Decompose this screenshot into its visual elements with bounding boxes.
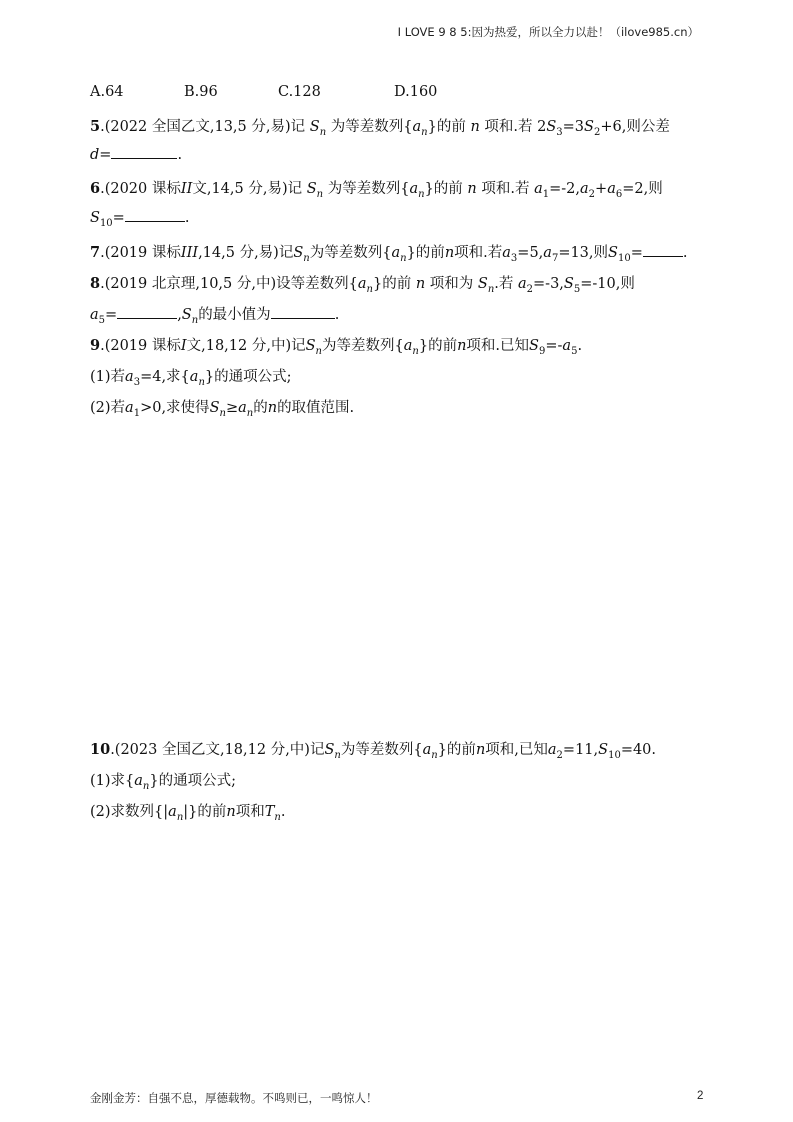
math-subscript: n — [366, 283, 373, 295]
question-6-line2: $S_{10}=$ . — [90, 210, 190, 229]
option-d: D.160 — [394, 84, 438, 100]
math-subscript: n — [400, 252, 407, 264]
question-text: . — [682, 245, 688, 261]
question-text: =-10,则 — [580, 276, 635, 292]
math-subscript: 6 — [615, 188, 623, 200]
question-8 — [90, 272, 635, 295]
question-text: =2,则 — [622, 181, 663, 197]
math-symbol: n — [415, 276, 426, 292]
footer-motto: 金刚金芳：自强不息，厚德载物。不鸣则已，一鸣惊人！ — [90, 1091, 378, 1105]
math-subscript: 9 — [538, 345, 546, 357]
math-symbol: a — [607, 181, 616, 197]
roman-numeral: III — [180, 245, 199, 261]
math-symbol: S — [90, 210, 100, 226]
question-10-part2 — [90, 800, 285, 823]
math-symbol: a — [403, 338, 413, 354]
question-text: (1)若 — [90, 369, 126, 385]
math-subscript: 5 — [573, 283, 581, 295]
math-symbol: n — [267, 400, 278, 416]
math-symbol: S — [324, 742, 335, 758]
math-subscript: 3 — [556, 126, 563, 138]
math-subscript: n — [219, 407, 226, 419]
math-symbol: a — [422, 742, 432, 758]
math-subscript: n — [487, 283, 495, 295]
question-text: .(2020 课标 — [100, 181, 181, 197]
math-subscript: 2 — [593, 126, 601, 138]
question-text: 项和 — [235, 804, 265, 820]
math-symbol: a — [412, 119, 422, 135]
question-text: 的取值范围. — [277, 400, 355, 416]
math-subscript: n — [274, 811, 281, 823]
math-symbol: n — [226, 804, 236, 820]
math-symbol: S — [309, 119, 320, 135]
question-text: 项和.若 2 — [484, 119, 547, 135]
question-text: 为等差数列{ — [322, 338, 404, 354]
question-text: = — [630, 245, 643, 261]
math-symbol: n — [444, 245, 455, 261]
question-text: }的前 — [437, 742, 476, 758]
math-symbol: S — [529, 338, 539, 354]
math-symbol: n — [467, 181, 477, 197]
question-text: . — [577, 338, 583, 354]
option-a: A.64 — [90, 84, 124, 100]
question-number: 8 — [90, 275, 101, 292]
question-text: +6,则公差 — [600, 119, 670, 135]
question-text: =11, — [562, 742, 599, 758]
question-text: (2)求数列{| — [90, 804, 169, 820]
math-symbol: n — [457, 338, 467, 354]
math-subscript: n — [316, 188, 324, 200]
math-subscript: 2 — [556, 749, 563, 761]
question-text: d= — [90, 147, 112, 163]
question-text: , — [177, 307, 182, 323]
question-text: }的通项公式; — [204, 369, 292, 385]
math-symbol: a — [547, 742, 557, 758]
math-symbol: n — [470, 119, 480, 135]
math-symbol: a — [134, 773, 143, 789]
question-text: }的前 — [406, 245, 445, 261]
question-text: }的前 — [424, 181, 463, 197]
option-c: C.128 — [278, 84, 321, 100]
question-text: .(2019 课标 — [100, 338, 181, 354]
math-subscript: 10 — [99, 217, 113, 229]
answer-blank[interactable] — [111, 145, 177, 159]
math-subscript: n — [418, 188, 425, 200]
math-subscript: 2 — [588, 188, 596, 200]
question-text: 项和.已知 — [466, 338, 530, 354]
math-symbol: S — [293, 245, 304, 261]
question-5-line2 — [90, 145, 182, 163]
question-text: >0,求使得 — [140, 400, 210, 416]
math-subscript: 10 — [608, 749, 621, 761]
answer-blank[interactable] — [117, 305, 177, 319]
question-text: .(2023 全国乙文,18,12 分,中)记 — [110, 742, 325, 758]
question-text: . — [184, 210, 190, 226]
question-text: .(2022 全国乙文,13,5 分,易)记 — [100, 119, 306, 135]
question-text: 为等差数列{ — [340, 742, 423, 758]
question-text: ≥ — [225, 400, 239, 416]
math-symbol: a — [90, 307, 99, 323]
question-text: = — [105, 307, 118, 323]
question-text: =40. — [620, 742, 657, 758]
question-number: 5 — [90, 118, 101, 135]
answer-blank[interactable] — [125, 208, 185, 222]
math-subscript: n — [246, 407, 254, 419]
answer-blank[interactable] — [271, 305, 335, 319]
math-subscript: 3 — [133, 376, 141, 388]
question-text: . — [280, 804, 286, 820]
question-text: .(2019 北京理,10,5 分,中)设等差数列{ — [100, 276, 358, 292]
question-text: (1)求{ — [90, 773, 135, 789]
question-8-line2 — [90, 303, 339, 326]
math-symbol: S — [584, 119, 594, 135]
roman-numeral: II — [180, 181, 193, 197]
math-subscript: 2 — [526, 283, 534, 295]
math-subscript: n — [198, 376, 205, 388]
math-symbol: a — [518, 276, 527, 292]
math-symbol: S — [306, 181, 317, 197]
math-symbol: S — [209, 400, 220, 416]
math-symbol: a — [580, 181, 589, 197]
math-subscript: n — [431, 749, 438, 761]
math-subscript: 5 — [571, 345, 578, 357]
question-text: 为等差数列{ — [330, 119, 413, 135]
question-text: 为等差数列{ — [327, 181, 410, 197]
math-symbol: a — [562, 338, 572, 354]
math-symbol: S — [181, 307, 192, 323]
option-b: B.96 — [184, 84, 218, 100]
math-symbol: S — [546, 119, 557, 135]
question-text: 的最小值为 — [198, 307, 271, 323]
question-10 — [90, 738, 656, 761]
question-6 — [90, 177, 663, 200]
question-text: =5, — [517, 245, 544, 261]
math-symbol: T — [264, 804, 275, 820]
math-subscript: n — [315, 345, 322, 357]
math-symbol: a — [168, 804, 177, 820]
math-symbol: S — [477, 276, 488, 292]
question-text: =13,则 — [558, 245, 609, 261]
answer-blank[interactable] — [643, 243, 683, 257]
math-symbol: S — [563, 276, 574, 292]
question-text: =3 — [562, 119, 585, 135]
question-text: .若 — [494, 276, 514, 292]
question-9 — [90, 334, 582, 357]
math-symbol: a — [409, 181, 419, 197]
question-text: 为等差数列{ — [309, 245, 392, 261]
question-text: (2)若 — [90, 400, 126, 416]
math-subscript: 10 — [617, 252, 631, 264]
math-symbol: S — [305, 338, 316, 354]
question-number: 9 — [90, 337, 101, 354]
roman-numeral: I — [180, 338, 187, 354]
math-subscript: 7 — [551, 252, 559, 264]
math-symbol: a — [189, 369, 199, 385]
math-subscript: 3 — [510, 252, 518, 264]
math-symbol: a — [238, 400, 247, 416]
question-text: 项和.若 — [481, 181, 530, 197]
math-symbol: a — [125, 369, 134, 385]
question-text: =-3, — [533, 276, 564, 292]
question-text: =-2, — [549, 181, 581, 197]
question-text: 项和,已知 — [485, 742, 548, 758]
answer-options — [90, 84, 437, 100]
question-text: . — [334, 307, 340, 323]
question-text: + — [595, 181, 608, 197]
math-symbol: a — [543, 245, 552, 261]
math-subscript: 1 — [542, 188, 550, 200]
math-subscript: n — [142, 780, 150, 792]
math-subscript: n — [191, 314, 199, 326]
question-text: 项和.若 — [454, 245, 503, 261]
math-subscript: n — [176, 811, 184, 823]
math-subscript: 1 — [133, 407, 141, 419]
question-text: =4,求{ — [140, 369, 190, 385]
math-subscript: n — [319, 126, 327, 138]
math-symbol: a — [502, 245, 511, 261]
question-7 — [90, 241, 687, 264]
math-subscript: n — [412, 345, 419, 357]
math-subscript: n — [421, 126, 428, 138]
math-symbol: S — [598, 742, 609, 758]
math-symbol: a — [125, 400, 134, 416]
math-subscript: n — [334, 749, 341, 761]
question-number: 6 — [90, 180, 101, 197]
question-text: . — [177, 147, 183, 163]
question-text: =- — [545, 338, 563, 354]
math-subscript: n — [303, 252, 310, 264]
math-symbol: n — [475, 742, 486, 758]
question-10-part1 — [90, 769, 236, 792]
question-9-part1 — [90, 365, 292, 388]
question-text: }的前 — [372, 276, 412, 292]
question-text: }的通项公式; — [149, 773, 236, 789]
page-number: 2 — [697, 1090, 704, 1102]
question-text: .(2019 课标 — [100, 245, 181, 261]
math-subscript: 5 — [98, 314, 106, 326]
question-text: }的前 — [427, 119, 466, 135]
page-header: I LOVE 9 8 5:因为热爱，所以全力以赴！（ilove985.cn） — [397, 25, 699, 39]
math-symbol: a — [357, 276, 367, 292]
question-text: ,14,5 分,易)记 — [198, 245, 294, 261]
question-text: 文,14,5 分,易)记 — [192, 181, 303, 197]
question-text: 的 — [253, 400, 268, 416]
question-number: 10 — [90, 741, 111, 758]
math-symbol: a — [534, 181, 543, 197]
question-9-part2 — [90, 396, 354, 419]
math-symbol: S — [608, 245, 618, 261]
question-text: 项和为 — [429, 276, 474, 292]
question-text: 文,18,12 分,中)记 — [186, 338, 306, 354]
question-number: 7 — [90, 244, 101, 261]
math-symbol: a — [391, 245, 401, 261]
question-5 — [90, 115, 670, 138]
question-text: |}的前 — [183, 804, 227, 820]
question-text: }的前 — [418, 338, 458, 354]
